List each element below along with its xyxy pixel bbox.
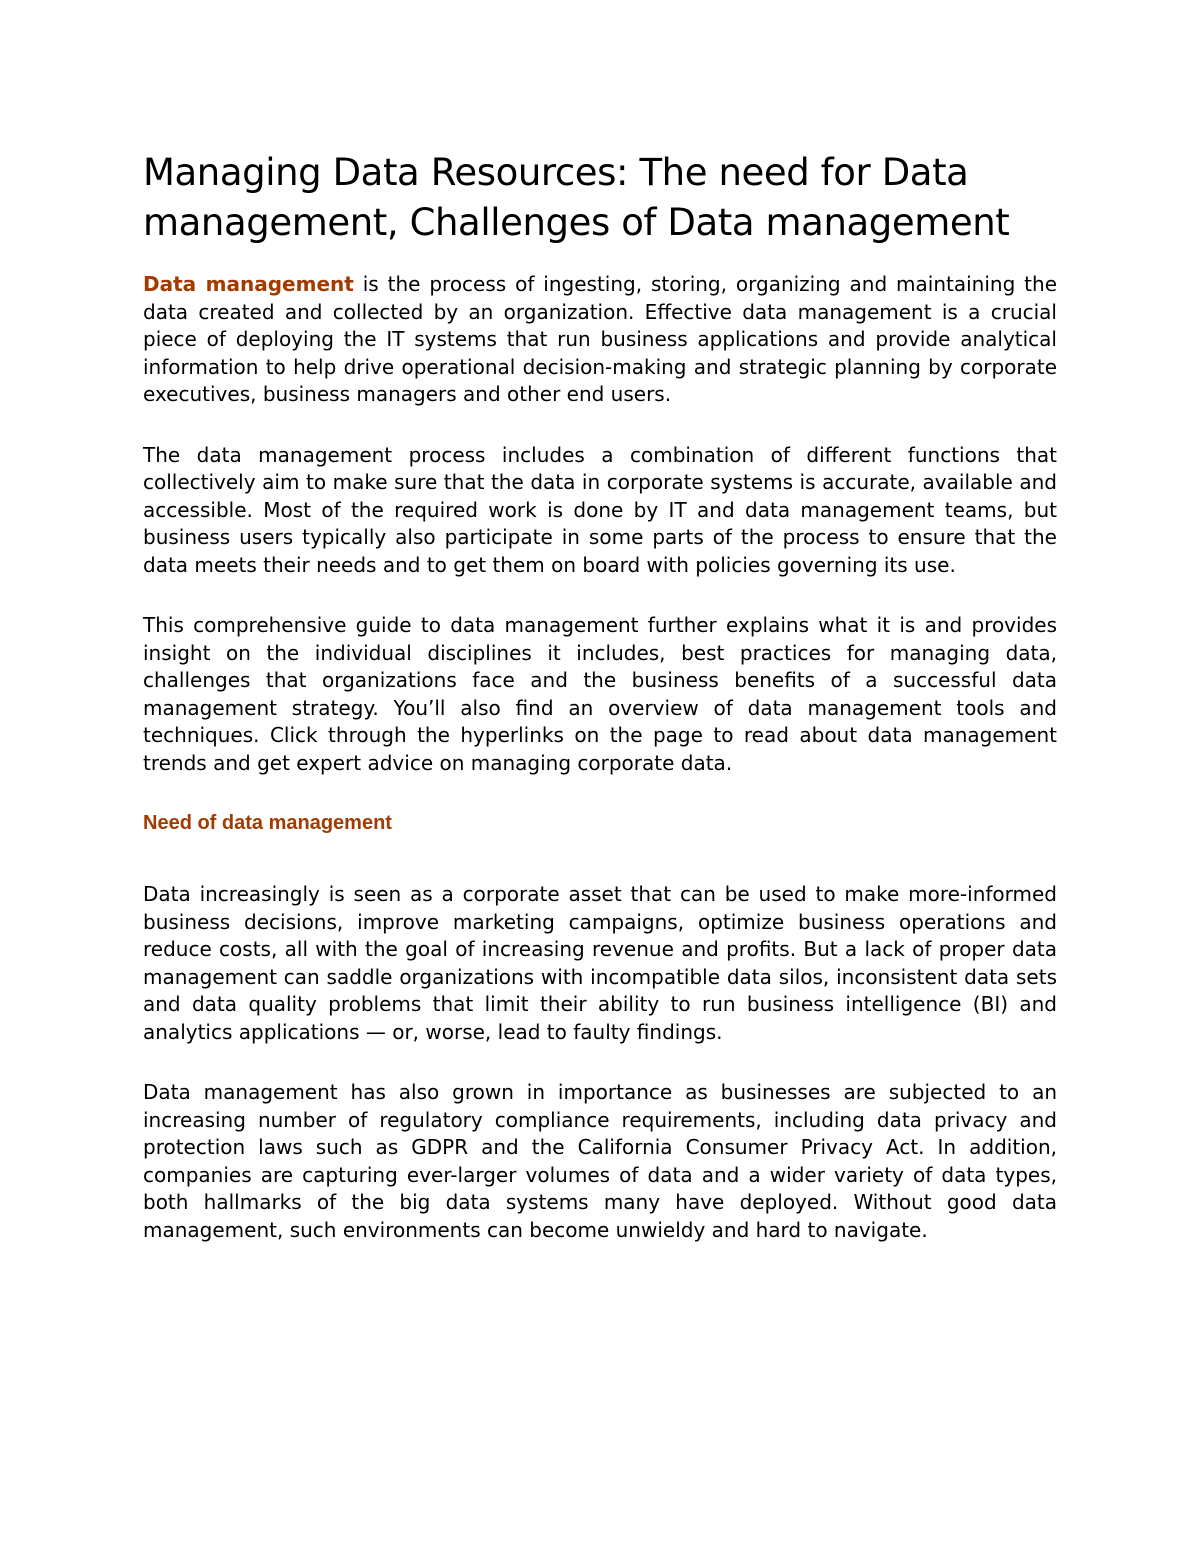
paragraph-process: The data management process includes a combination of different functions that collectively aim to make sure that the data in corporate systems is accurate, available and accessible. Most of the required work is done by IT and data management teams, but business users typically also participate in some parts of the process to ensure that the data meets their needs and to get them on board with policies governing its use. (143, 442, 1057, 577)
document-page (143, 148, 1057, 1277)
paragraph-compliance: Data management has also grown in importance as businesses are subjected to an increasing number of regulatory compliance requirements, including data privacy and protection laws such as GDPR and the California Consumer Privacy Act. In addition, companies are capturing ever-larger volumes of data and a wider variety of data types, both hallmarks of the big data systems many have deployed. Without good data management, such environments can become unwieldy and hard to navigate. (143, 1080, 1057, 1242)
paragraph-asset: Data increasingly is seen as a corporate asset that can be used to make more-informed business decisions, improve marketing campaigns, optimize business operations and reduce costs, all with the goal of increasing revenue and profits. But a lack of proper data management can saddle organizations with incompatible data silos, inconsistent data sets and data quality problems that limit their ability to run business intelligence (BI) and analytics applications — or, worse, lead to faulty findings. (143, 882, 1057, 1044)
intro-paragraph (143, 271, 1057, 409)
document-title: Managing Data Resources: The need for Data management, Challenges of Data management (143, 151, 1010, 244)
section-heading-need: Need of data management (143, 812, 392, 834)
intro-text: is the process of ingesting, storing, organizing and maintaining the data created and collected by an organization. Effective data management is a crucial piece of deploying the IT systems that run business applications and provide analytical information to help drive operational decision-making and strategic planning by corporate executives, business managers and other end users. (143, 272, 1057, 406)
paragraph-guide: This comprehensive guide to data management further explains what it is and provides insight on the individual disciplines it includes, best practices for managing data, challenges that organizations face and the business benefits of a successful data management strategy. You’ll also find an overview of data management tools and techniques. Click through the hyperlinks on the page to read about data management trends and get expert advice on managing corporate data. (143, 613, 1057, 775)
intro-lead-term: Data management (143, 272, 354, 296)
